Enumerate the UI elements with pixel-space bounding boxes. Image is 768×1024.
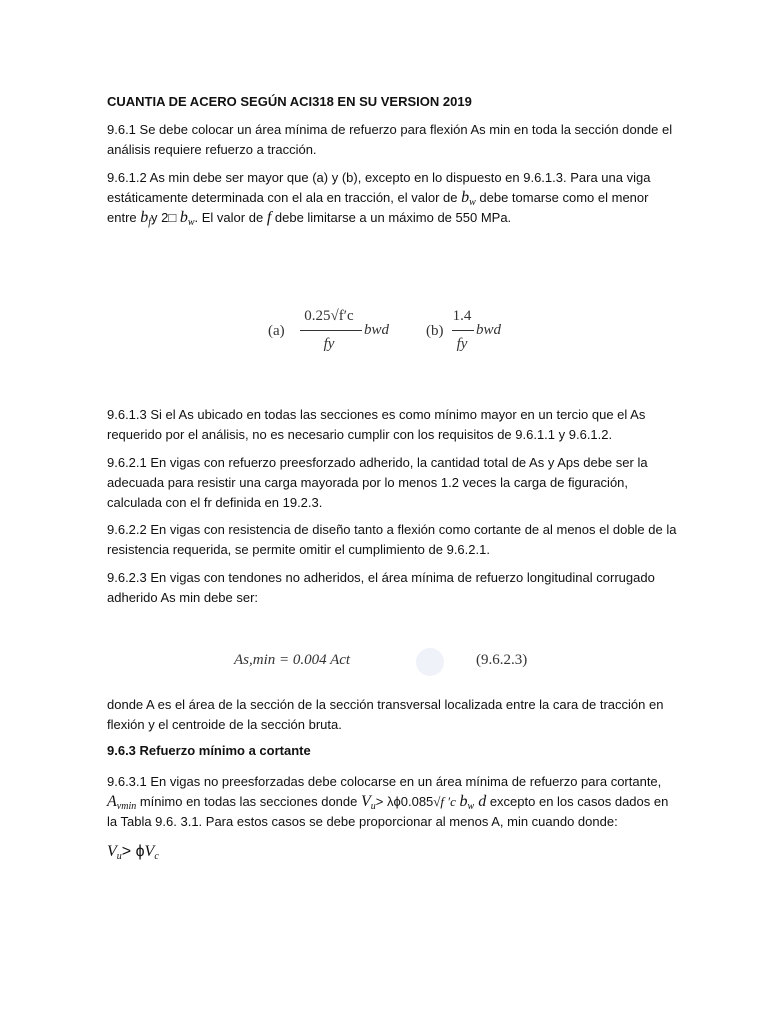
- equation-lhs: As,min = 0.004 Act: [234, 652, 351, 668]
- paragraph-9-6-3-1-text-a: 9.6.3.1 En vigas no preesforzadas debe colocarse en un área mínima de refuerzo para cortante,: [107, 774, 662, 789]
- math-vc: $V_c$: [144, 843, 159, 862]
- paragraph-9-6-1: 9.6.1 Se debe colocar un área mínima de refuerzo para flexión As min en toda la sección donde el análisis requiere refuerzo a tracción.: [107, 122, 673, 157]
- equation-9-6-2-3: [234, 650, 534, 676]
- paragraph-9-6-2-3: 9.6.2.3 En vigas con tendones no adheridos, el área mínima de refuerzo longitudinal corrugado adherido As min debe ser:: [107, 570, 655, 605]
- paragraph-9-6-1-3: 9.6.1.3 Si el As ubicado en todas las secciones es como mínimo mayor en un tercio que el As requerido por el análisis, no es necesario cumplir con los requisitos de 9.6.1.1 y 9.6.1.2.: [107, 407, 646, 442]
- math-sqrt-fc: √f ′c: [433, 794, 456, 809]
- formula-a-tail: bwd: [364, 322, 390, 338]
- paragraph-9-6-3-1-text-c: excepto en los casos dados en la Tabla 9.6. 3.1. Para estos casos se debe proporcionar al menos A, min cuando donde:: [107, 794, 669, 829]
- math-vu-2: $V_u$: [107, 843, 122, 862]
- paragraph-9-6-3-1-text-b: mínimo en todas las secciones donde: [136, 794, 361, 809]
- formula-b-numerator: 1.4: [452, 308, 472, 324]
- math-gt-phi: > ϕ: [121, 843, 145, 860]
- formula-b-label: (b): [426, 323, 444, 339]
- paragraph-9-6-1-2-text-c: El valor de: [201, 210, 267, 225]
- formula-a-b: [268, 306, 528, 366]
- paragraph-donde: donde A es el área de la sección de la sección transversal localizada entre la cara de tracción en flexión y el centroide de la sección bruta.: [107, 697, 664, 732]
- paragraph-9-6-1-2-text-b: debe tomarse como el menor entre: [107, 190, 649, 225]
- formula-a-numerator: 0.25√f′c: [304, 308, 354, 324]
- paragraph-9-6-3-1: [107, 772, 677, 832]
- math-box: □: [168, 210, 177, 225]
- math-bf: $b_f$: [140, 209, 152, 228]
- formula-b-denominator: fy: [456, 336, 468, 352]
- inequality-vu-phi-vc: [107, 842, 677, 862]
- document-title: CUANTIA DE ACERO SEGÚN ACI318 EN SU VERSION 2019: [107, 94, 472, 109]
- paragraph-9-6-2-2: 9.6.2.2 En vigas con resistencia de diseño tanto a flexión como cortante de al menos el doble de la resistencia requerida, se permite omitir el cumplimiento de 9.6.2.1.: [107, 522, 677, 557]
- equation-number: (9.6.2.3): [476, 652, 528, 668]
- math-gt-lambda-phi: > λϕ0.085: [375, 794, 434, 809]
- section-heading-9-6-3: 9.6.3 Refuerzo mínimo a cortante: [107, 743, 311, 758]
- math-av-min: $A_{vmin}$: [107, 793, 137, 812]
- paragraph-9-6-1-2-text-a: 9.6.1.2 As min debe ser mayor que (a) y (b), excepto en lo dispuesto en 9.6.1.3. Para una viga estáticamente determinada con el ala en tracción, el valor de: [107, 170, 651, 205]
- math-bw-2: $b_w$: [179, 209, 195, 228]
- math-y2: y 2: [151, 210, 169, 225]
- formula-b-tail: bwd: [476, 322, 502, 338]
- formula-a-label: (a): [268, 323, 285, 339]
- math-bw-d: $b_w$ d: [459, 793, 487, 812]
- formula-a-fraction-bar: [300, 330, 362, 331]
- paragraph-9-6-1-2: 9.6.1.2 As min debe ser mayor que (a) y (b), excepto en lo dispuesto en 9.6.1.3. Para una viga estáticamente determinada con el ala en tracción, el valor de $b_w$ debe tomarse como el menor entre $b_fy$ 2□ $b_w$. El valor de f debe limitarse a un máximo de 550 MPa.: [107, 170, 651, 228]
- paragraph-9-6-2-1: 9.6.2.1 En vigas con refuerzo preesforzado adherido, la cantidad total de As y Aps debe ser la adecuada para resistir una carga mayorada por lo menos 1.2 veces la carga de figuración, calculada con el fr definida en 19.2.3.: [107, 455, 648, 510]
- math-f: f: [266, 209, 272, 226]
- paragraph-9-6-1-2-text-d: debe limitarse a un máximo de 550 MPa.: [271, 210, 512, 225]
- math-bw: $b_w$: [461, 189, 476, 208]
- formula-b-fraction-bar: [452, 330, 474, 331]
- formula-a-denominator: fy: [323, 336, 335, 352]
- math-vu: $V_u$: [360, 793, 376, 812]
